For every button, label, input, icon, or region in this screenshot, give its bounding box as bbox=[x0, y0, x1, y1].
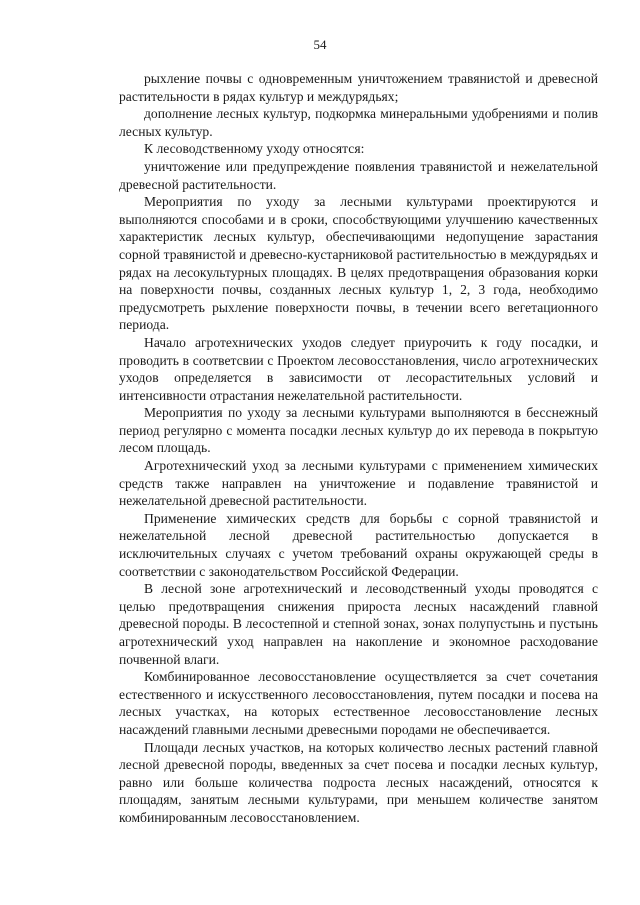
paragraph: К лесоводственному уходу относятся: bbox=[144, 141, 365, 157]
paragraph: Применение химических средств для борьбы с сорной травянистой и нежелательной лесной древесной растительностью допускается в исключительных случаях с учетом требований охраны окружающей среды в соответствии с законодательством Российской Федерации. bbox=[119, 510, 598, 579]
paragraph: дополнение лесных культур, подкормка минеральными удобрениями и полив лесных культур. bbox=[119, 106, 598, 139]
paragraph: Начало агротехнических уходов следует приурочить к году посадки, и проводить в соответсвии с Проектом лесовосстановления, число агротехнических уходов определяется в зависимости от лесорастительных условий и интенсивности отрастания нежелательной растительности. bbox=[119, 334, 598, 403]
paragraph: Агротехнический уход за лесными культурами с применением химических средств также направлен на уничтожение и подавление травянистой и нежелательной древесной растительности. bbox=[119, 458, 598, 509]
document-body bbox=[119, 70, 598, 827]
page-number: 54 bbox=[313, 37, 327, 52]
paragraph: рыхление почвы с одновременным уничтожением травянистой и древесной растительности в рядах культур и междурядьях; bbox=[119, 71, 598, 104]
paragraph: Мероприятия по уходу за лесными культурами выполняются в бесснежный период регулярно с момента посадки лесных культур до их перевода в покрытую лесом площадь. bbox=[119, 405, 598, 456]
paragraph: Комбинированное лесовосстановление осуществляется за счет сочетания естественного и искусственного лесовосстановления, путем посадки и посева на лесных участках, на которых естественное лесовосстановление лесных насаждений главными лесными древесными породами не обеспечивается. bbox=[119, 669, 598, 737]
paragraph: В лесной зоне агротехнический и лесоводственный уходы проводятся с целью предотвращения снижения прироста лесных насаждений главной древесной породы. В лесостепной и степной зонах, зонах полупустынь и пустынь агротехнический уход направлен на накопление и экономное расходование почвенной влаги. bbox=[119, 581, 598, 667]
paragraph: Мероприятия по уходу за лесными культурами проектируются и выполняются способами и в сроки, способствующими улучшению качественных характеристик лесных культур, обеспечивающими недопущение зарастания сорной травянистой и древесно-кустарниковой растительностью в междурядьях и рядах на лесокультурных площадях. В целях предотвращения образования корки на поверхности почвы, созданных лесных культур 1, 2, 3 года, необходимо предусмотреть рыхление поверхности почвы, в течении всего вегетационного периода. bbox=[119, 194, 598, 333]
paragraph: уничтожение или предупреждение появления травянистой и нежелательной древесной растительности. bbox=[119, 158, 598, 192]
paragraph: Площади лесных участков, на которых количество лесных растений главной лесной древесной породы, введенных за счет посева и посадки лесных культур, равно или больше количества подроста лесных насаждений, относятся к площадям, занятым лесными культурами, при меньшем количестве занятом комбинированным лесовосстановлением. bbox=[119, 739, 598, 825]
